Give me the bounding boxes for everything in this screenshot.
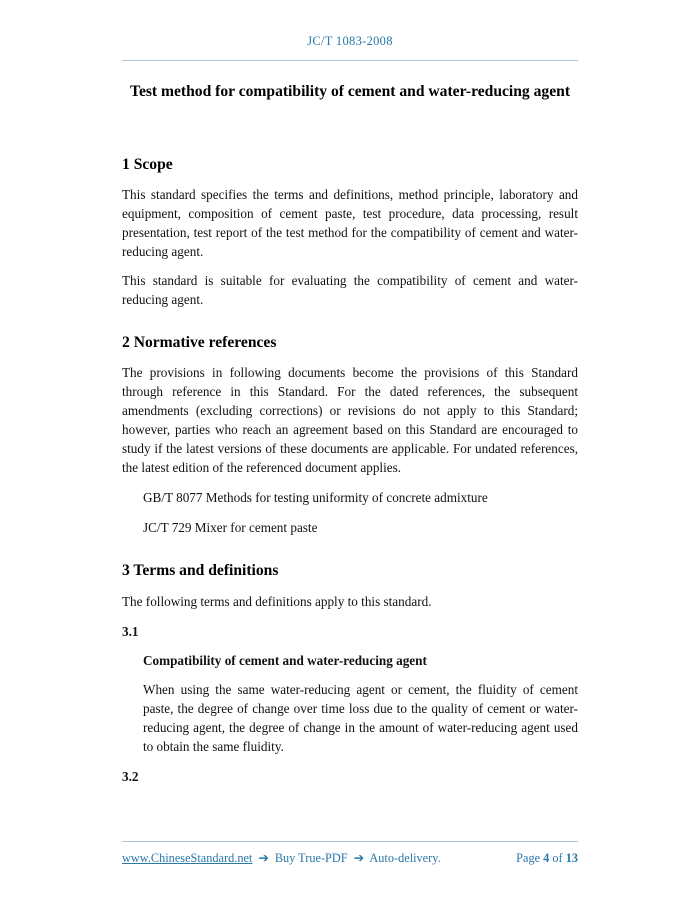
page-indicator: [516, 851, 578, 866]
total-pages: 13: [565, 851, 578, 865]
arrow-right-icon: ➔: [258, 851, 269, 865]
footer-rule: [122, 841, 578, 842]
doc-number: JC/T 1083-2008: [307, 34, 393, 48]
reference-item-gbt8077: GB/T 8077 Methods for testing uniformity of concrete admixture: [143, 490, 488, 506]
reference-item-jct729: JC/T 729 Mixer for cement paste: [143, 520, 318, 536]
term-number-3-2: 3.2: [122, 768, 139, 784]
term-title-3-1: Compatibility of cement and water-reducing agent: [143, 652, 427, 668]
of-label: of: [552, 851, 563, 865]
document-body: [0, 155, 700, 786]
header-rule: [122, 60, 578, 61]
footer-info: [122, 851, 441, 866]
paragraph-normative-1: The provisions in following documents become the provisions of this Standard through reference in this Standard. For the dated references, the subsequent amendments (excluding corrections) or revisions do not apply to this Standard; however, parties who reach an agreement based on this Standard are encouraged to study if the latest versions of these documents are applicable. For undated references, the latest edition of the referenced document applies.: [122, 365, 578, 476]
term-number-3-1: 3.1: [122, 623, 139, 639]
arrow-right-icon: ➔: [353, 851, 364, 865]
section-heading-terms: 3 Terms and definitions: [122, 562, 279, 580]
term-definition-3-1: When using the same water-reducing agent or cement, the fluidity of cement paste, the degree of change over time loss due to the quality of cement or water-reducing agent, the degree of change in the amount of water-reducing agent used to obtain the same fluidity.: [143, 681, 578, 754]
page-label: Page: [516, 851, 541, 865]
paragraph-scope-1: This standard specifies the terms and definitions, method principle, laboratory and equipment, composition of cement paste, test procedure, data processing, result presentation, test report of the test method for the compatibility of cement and water-reducing agent.: [122, 187, 578, 259]
page-number: 4: [543, 851, 550, 865]
footer-delivery-text: Auto-delivery.: [369, 851, 441, 865]
section-heading-normative-references: 2 Normative references: [122, 334, 277, 351]
section-heading-scope: 1 Scope: [122, 155, 173, 173]
paragraph-scope-2: This standard is suitable for evaluating the compatibility of cement and water-reducing agent.: [122, 273, 578, 307]
page-footer: [122, 830, 578, 866]
website-link[interactable]: www.ChineseStandard.net: [122, 851, 253, 865]
page-header: [0, 0, 700, 61]
document-title: Test method for compatibility of cement and water-reducing agent: [129, 83, 571, 100]
paragraph-terms-intro: The following terms and definitions apply to this standard.: [122, 593, 432, 609]
footer-buy-text: Buy True-PDF: [274, 851, 348, 865]
